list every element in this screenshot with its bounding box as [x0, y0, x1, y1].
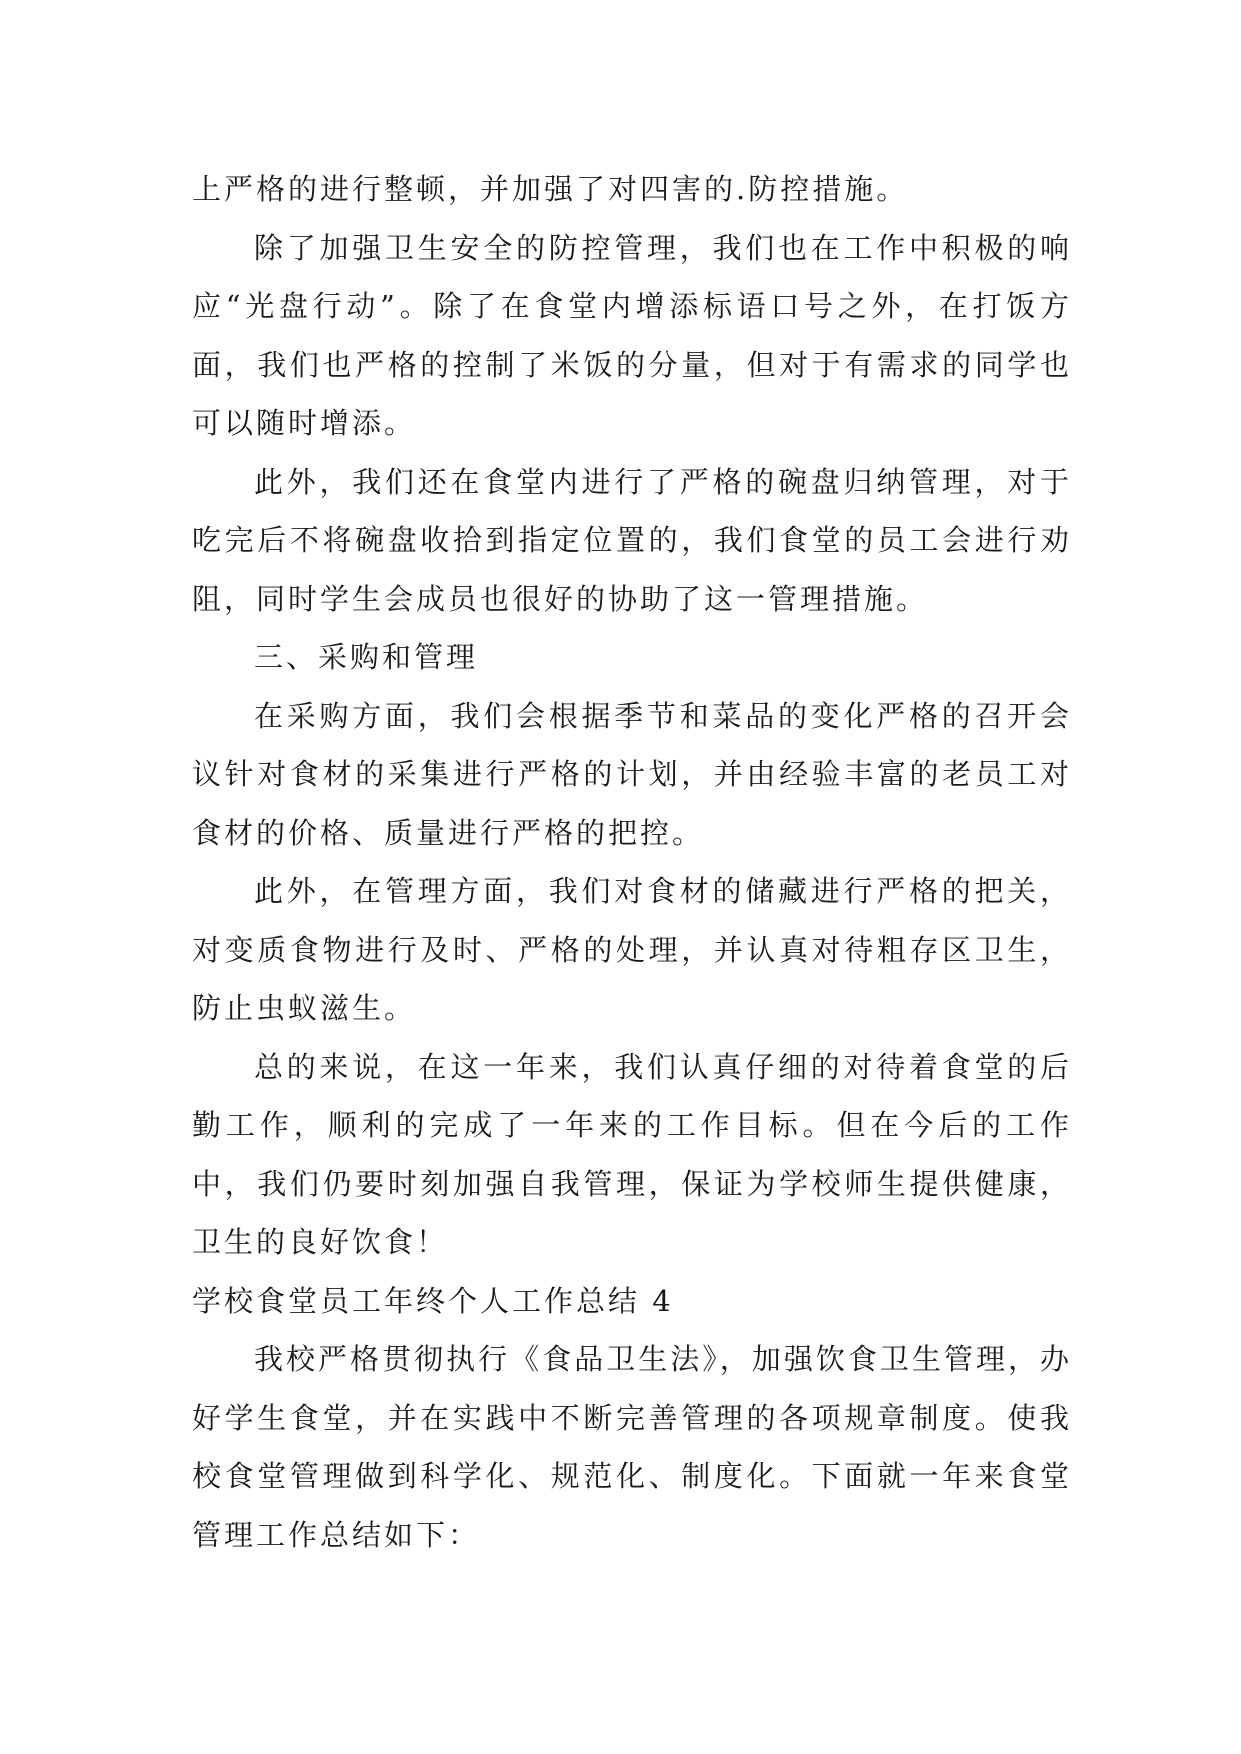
section-title: 学校食堂员工年终个人工作总结 4: [192, 1283, 674, 1318]
paragraph-procurement: 在采购方面，我们会根据季节和菜品的变化严格的召开会议针对食材的采集进行严格的计划，并由经验丰富的老员工对食材的价格、质量进行严格的把控。: [192, 698, 1072, 850]
document-body: [192, 160, 1072, 1564]
paragraph-summary: 总的来说，在这一年来，我们认真仔细的对待着食堂的后勤工作，顺利的完成了一年来的工作目标。但在今后的工作中，我们仍要时刻加强自我管理，保证为学校师生提供健康，卫生的良好饮食！: [192, 1049, 1072, 1259]
paragraph-continuation: 上严格的进行整顿，并加强了对四害的.防控措施。: [192, 172, 909, 206]
paragraph-storage: 此外，在管理方面，我们对食材的储藏进行严格的把关，对变质食物进行及时、严格的处理，并认真对待粗存区卫生，防止虫蚁滋生。: [192, 874, 1072, 1025]
paragraph-section-intro: 我校严格贯彻执行《食品卫生法》，加强饮食卫生管理，办好学生食堂，并在实践中不断完善管理的各项规章制度。使我校食堂管理做到科学化、规范化、制度化。下面就一年来食堂管理工作总结如下：: [192, 1342, 1072, 1552]
paragraph-dish-management: 此外，我们还在食堂内进行了严格的碗盘归纳管理，对于吃完后不将碗盘收拾到指定位置的，我们食堂的员工会进行劝阻，同时学生会成员也很好的协助了这一管理措施。: [192, 464, 1072, 616]
subheading-procurement: 三、采购和管理: [254, 640, 479, 674]
paragraph-clean-plate: 除了加强卫生安全的防控管理，我们也在工作中积极的响应“光盘行动”。除了在食堂内增添标语口号之外，在打饭方面，我们也严格的控制了米饭的分量，但对于有需求的同学也可以随时增添。: [192, 230, 1072, 440]
